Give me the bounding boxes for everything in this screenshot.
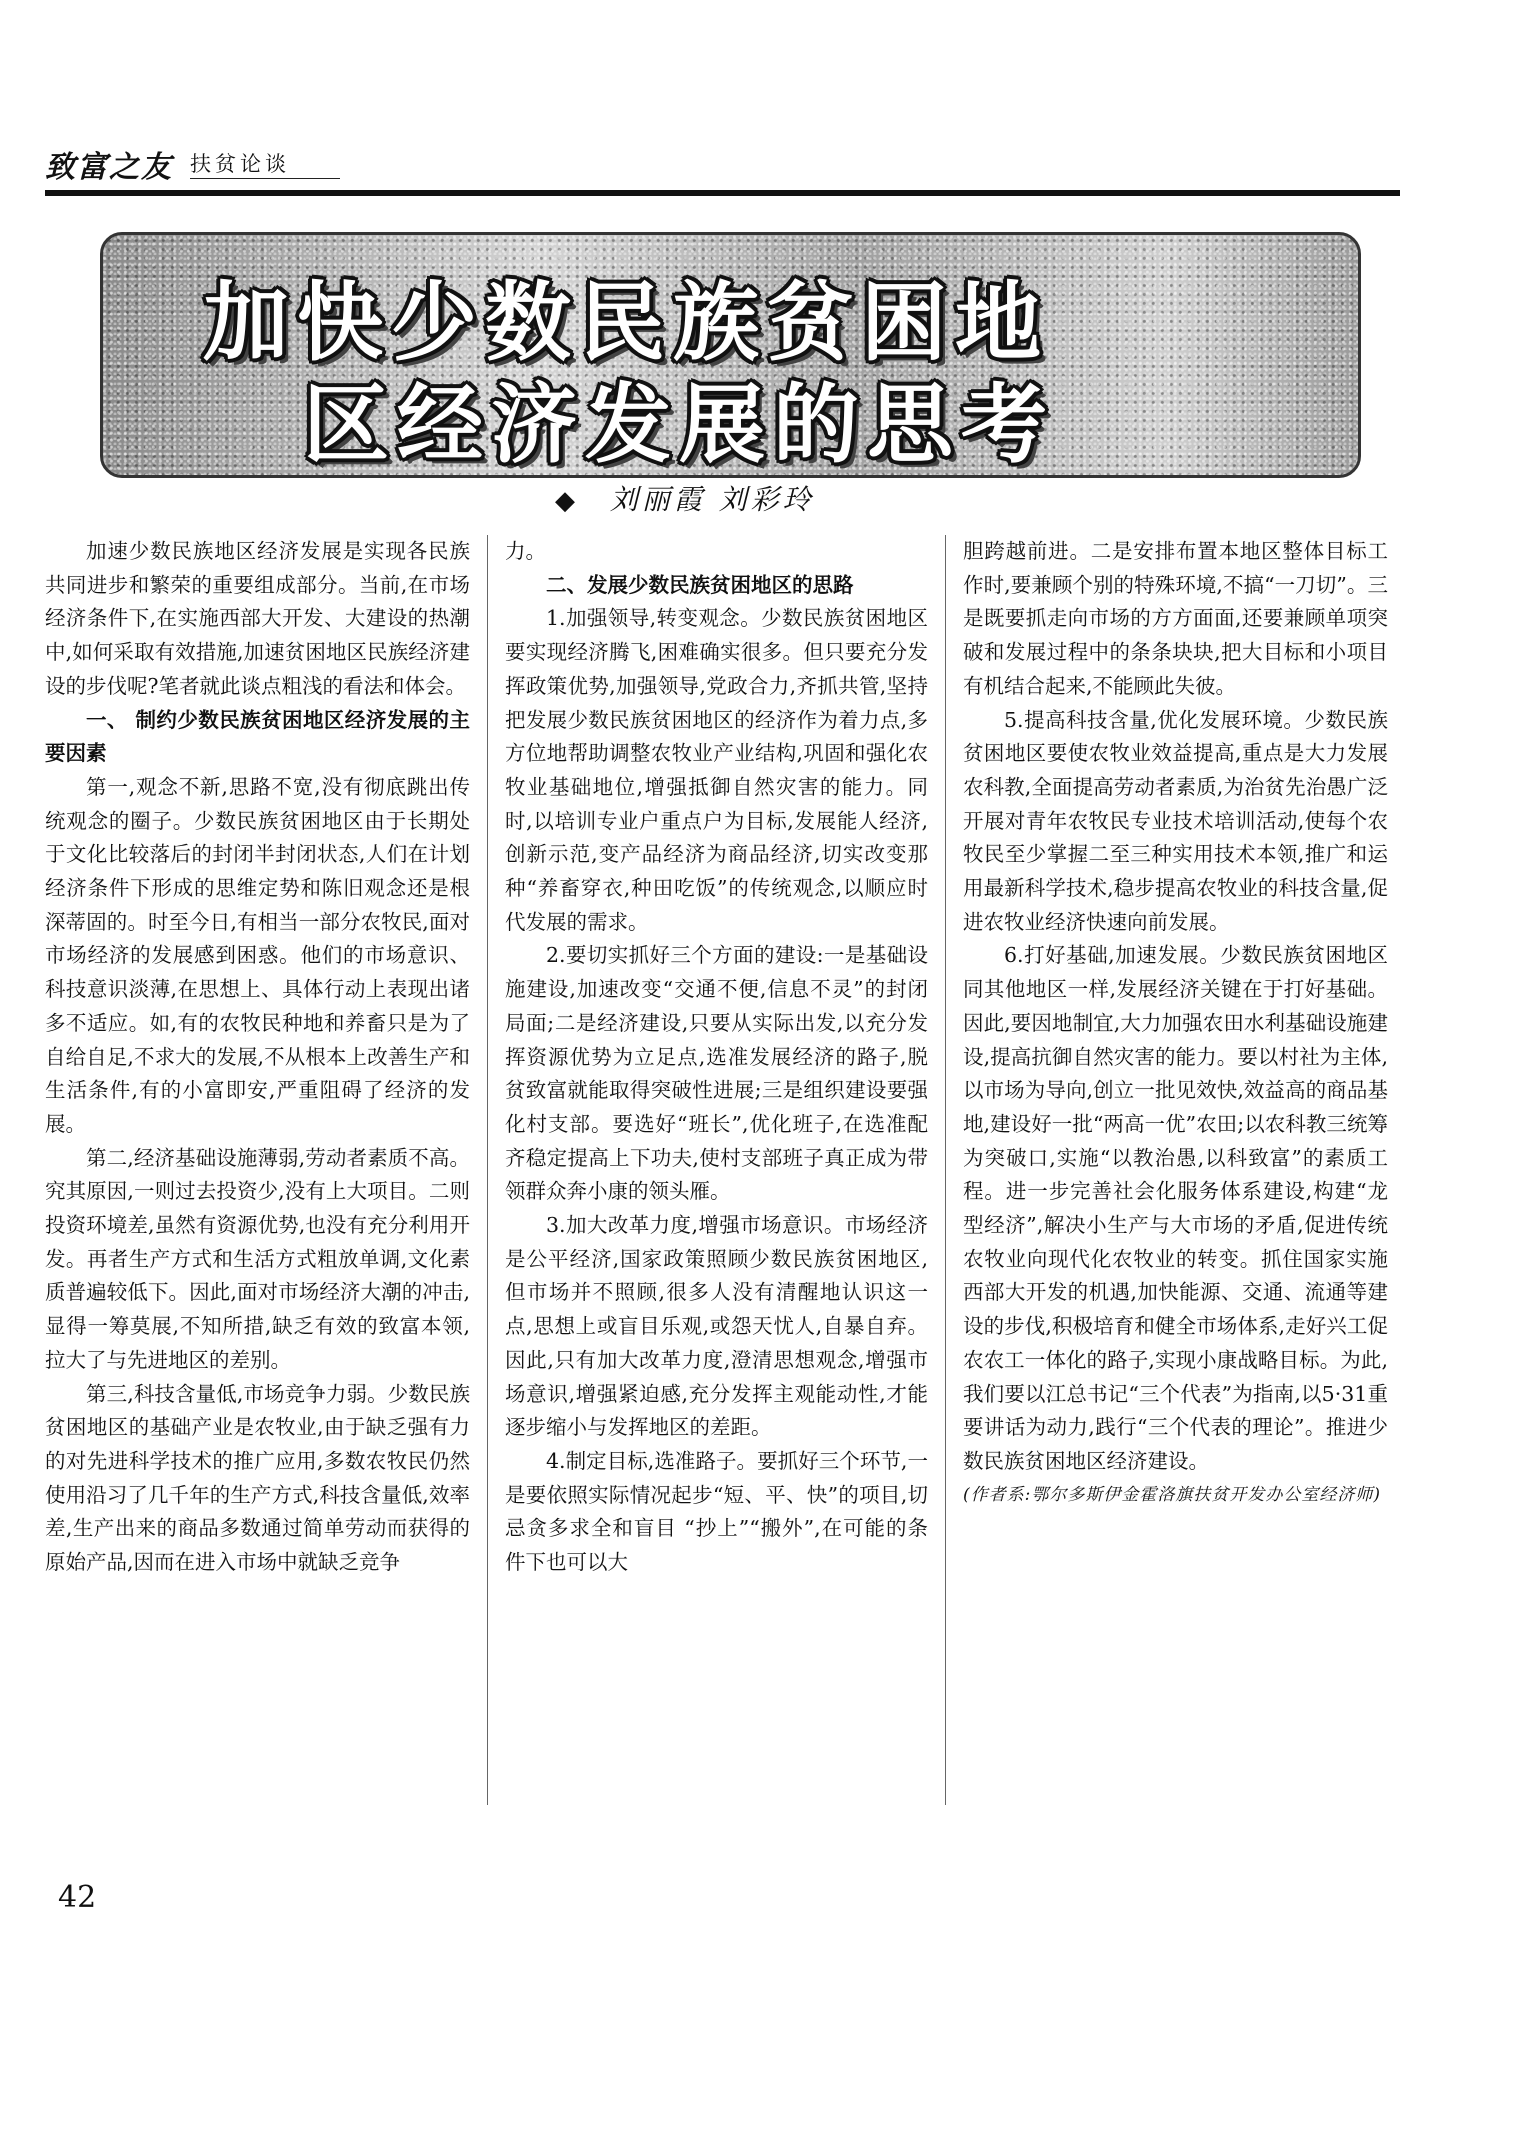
paragraph: 加速少数民族地区经济发展是实现各民族共同进步和繁荣的重要组成部分。当前,在市场经济条件下,在实施西部大开发、大建设的热潮中,如何采取有效措施,加速贫困地区民族经济建设的步伐呢?笔者就此谈点粗浅的看法和体会。: [45, 539, 470, 698]
section-label: 扶贫论谈: [190, 148, 340, 179]
paragraph: 第二,经济基础设施薄弱,劳动者素质不高。究其原因,一则过去投资少,没有上大项目。二则投资环境差,虽然有资源优势,也没有充分利用开发。再者生产方式和生活方式粗放单调,文化素质普遍较低下。因此,面对市场经济大潮的冲击,显得一筹莫展,不知所措,缺乏有效的致富本领,拉大了与先进地区的差别。: [45, 1145, 470, 1372]
article-title-line1: 加快少数民族贫困地: [203, 273, 1049, 373]
paragraph: 5.提高科技含量,优化发展环境。少数民族贫困地区要使农牧业效益提高,重点是大力发展农科教,全面提高劳动者素质,为治贫先治愚广泛开展对青年农牧民专业技术培训活动,使每个农牧民至少掌握二至三种实用技术本领,推广和运用最新科学技术,稳步提高农牧业的科技含量,促进农牧业经济快速向前发展。: [963, 707, 1388, 934]
paragraph: 4.制定目标,选准路子。要抓好三个环节,一是要依照实际情况起步“短、平、快”的项目,切忌贪多求全和盲目 “抄上”“搬外”,在可能的条件下也可以大: [505, 1448, 928, 1575]
paragraph: 1.加强领导,转变观念。少数民族贫困地区要实现经济腾飞,困难确实很多。但只要充分发挥政策优势,加强领导,党政合力,齐抓共管,坚持把发展少数民族贫困地区的经济作为着力点,多方位地帮助调整农牧业产业结构,巩固和强化农牧业基础地位,增强抵御自然灾害的能力。同时,以培训专业户重点户为目标,发展能人经济,创新示范,变产品经济为商品经济,切实改变那种“养畜穿衣,种田吃饭”的传统观念,以顺应时代发展的需求。: [505, 606, 928, 934]
magazine-logo: 致富之友: [45, 150, 173, 185]
column-1: [45, 535, 470, 1580]
author-note: (作者系:鄂尔多斯伊金霍洛旗扶贫开发办公室经济师): [963, 1484, 1381, 1505]
paragraph: 6.打好基础,加速发展。少数民族贫困地区同其他地区一样,发展经济关键在于打好基础。因此,要因地制宜,大力加强农田水利基础设施建设,提高抗御自然灾害的能力。要以村社为主体,以市场为导向,创立一批见效快,效益高的商品基地,建设好一批“两高一优”农田;以农科教三统筹为突破口,实施“以教治愚,以科致富”的素质工程。进一步完善社会化服务体系建设,构建“龙型经济”,解决小生产与大市场的矛盾,促进传统农牧业向现代化农牧业的转变。抓住国家实施西部大开发的机遇,加快能源、交通、流通等建设的步伐,积极培育和健全市场体系,走好兴工促农农工一体化的路子,实现小康战略目标。为此,我们要以江总书记“三个代表”为指南,以5·31重要讲话为动力,践行“三个代表的理论”。推进少数民族贫困地区经济建设。: [963, 943, 1388, 1473]
title-banner: [100, 232, 1361, 478]
section-heading-1: 一、 制约少数民族贫困地区经济发展的主要因素: [45, 707, 470, 766]
column-2: [505, 535, 928, 1580]
header-rule: [45, 190, 1400, 196]
paragraph: 3.加大改革力度,增强市场意识。市场经济是公平经济,国家政策照顾少数民族贫困地区,但市场并不照顾,很多人没有清醒地认识这一点,思想上或盲目乐观,或怨天忧人,自暴自弃。因此,只有加大改革力度,澄清思想观念,增强市场意识,增强紧迫感,充分发挥主观能动性,才能逐步缩小与发挥地区的差距。: [505, 1213, 928, 1440]
section-heading-2: 二、发展少数民族贫困地区的思路: [546, 572, 854, 597]
authors: 刘丽霞 刘彩玲: [609, 483, 815, 516]
page-header: [45, 142, 1400, 185]
page-number: 42: [58, 1880, 97, 1915]
column-divider: [487, 535, 488, 1805]
column-3: [963, 535, 1388, 1512]
diamond-icon: ◆: [555, 486, 579, 516]
byline: [555, 478, 815, 518]
paragraph: 胆跨越前进。二是安排布置本地区整体目标工作时,要兼顾个别的特殊环境,不搞“一刀切”。三是既要抓走向市场的方方面面,还要兼顾单项突破和发展过程中的条条块块,把大目标和小项目有机结合起来,不能顾此失彼。: [963, 539, 1388, 698]
paragraph: 第三,科技含量低,市场竞争力弱。少数民族贫困地区的基础产业是农牧业,由于缺乏强有力的对先进科学技术的推广应用,多数农牧民仍然使用沿习了几千年的生产方式,科技含量低,效率差,生产出来的商品多数通过简单劳动而获得的原始产品,因而在进入市场中就缺乏竞争: [45, 1381, 470, 1575]
paragraph: 第一,观念不新,思路不宽,没有彻底跳出传统观念的圈子。少数民族贫困地区由于长期处于文化比较落后的封闭半封闭状态,人们在计划经济条件下形成的思维定势和陈旧观念还是根深蒂固的。时至今日,有相当一部分农牧民,面对市场经济的发展感到困惑。他们的市场意识、科技意识淡薄,在思想上、具体行动上表现出诸多不适应。如,有的农牧民种地和养畜只是为了自给自足,不求大的发展,不从根本上改善生产和生活条件,有的小富即安,严重阻碍了经济的发展。: [45, 774, 470, 1136]
paragraph: 2.要切实抓好三个方面的建设:一是基础设施建设,加速改变“交通不便,信息不灵”的封闭局面;二是经济建设,只要从实际出发,以充分发挥资源优势为立足点,选准发展经济的路子,脱贫致富就能取得突破性进展;三是组织建设要强化村支部。要选好“班长”,优化班子,在选准配齐稳定提高上下功夫,使村支部班子真正成为带领群众奔小康的领头雁。: [505, 943, 928, 1204]
column-divider: [945, 535, 946, 1805]
paragraph: 力。: [505, 539, 546, 563]
article-title-line2: 区经济发展的思考: [303, 375, 1055, 475]
